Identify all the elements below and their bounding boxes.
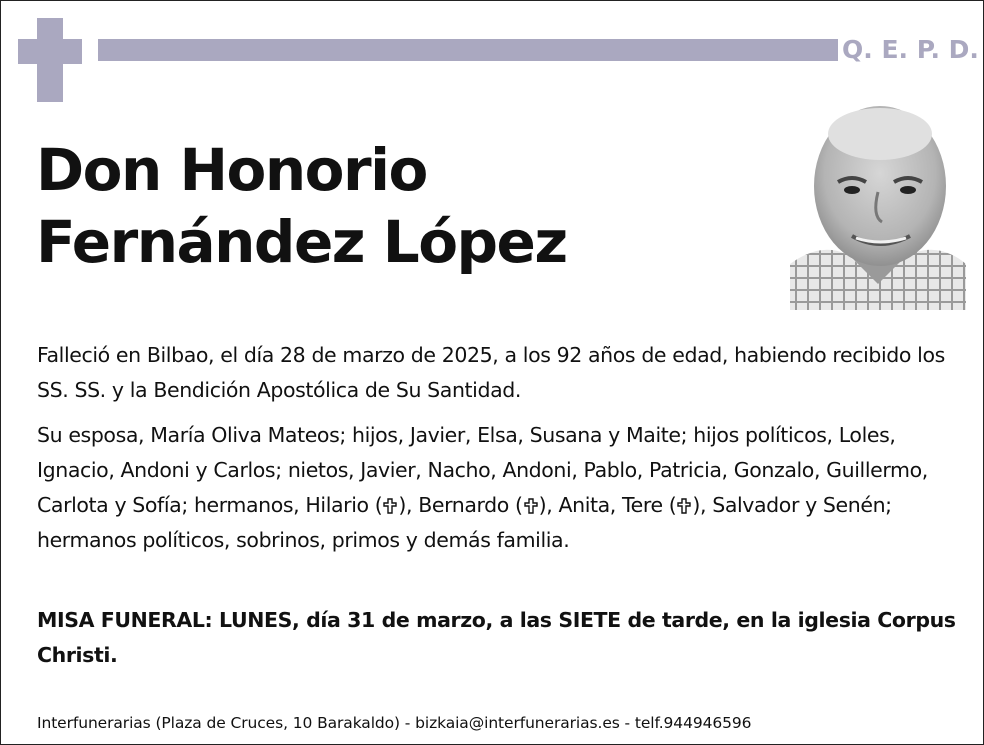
family-text-c: ), Anita, Tere ( xyxy=(538,493,677,517)
funeral-mass: MISA FUNERAL: LUNES, día 31 de marzo, a las SIETE de tarde, en la iglesia Corpus Christi. xyxy=(37,608,956,667)
qepd-badge: Q. E. P. D. xyxy=(842,35,979,64)
deceased-cross-icon xyxy=(677,498,691,514)
family-text-d: ), Salvador y Senén; hermanos políticos, sobrinos, primos y demás familia. xyxy=(37,493,892,552)
deceased-cross-icon xyxy=(524,498,538,514)
cross-icon xyxy=(18,18,82,102)
family-list xyxy=(37,418,972,558)
deceased-cross-icon xyxy=(383,498,397,514)
header-bar xyxy=(98,39,838,61)
deceased-name xyxy=(36,134,567,278)
family-text-a: Su esposa, María Oliva Mateos; hijos, Javier, Elsa, Susana y Maite; hijos políticos, Loles, Ignacio, Andoni y Carlos; nietos, Javier, Nacho, Andoni, Pablo, Patricia, Gonzalo, Guillermo, Carlota y Sofía; hermanos, Hilario ( xyxy=(37,423,928,517)
portrait-photo xyxy=(790,104,966,310)
name-line-2: Fernández López xyxy=(36,208,567,276)
name-line-1: Don Honorio xyxy=(36,136,427,204)
funeral-home-footer: Interfunerarias (Plaza de Cruces, 10 Barakaldo) - bizkaia@interfunerarias.es - telf.944946596 xyxy=(37,714,752,732)
family-text-b: ), Bernardo ( xyxy=(398,493,523,517)
death-notice: Falleció en Bilbao, el día 28 de marzo de 2025, a los 92 años de edad, habiendo recibido los SS. SS. y la Bendición Apostólica de Su Santidad. xyxy=(37,343,945,402)
